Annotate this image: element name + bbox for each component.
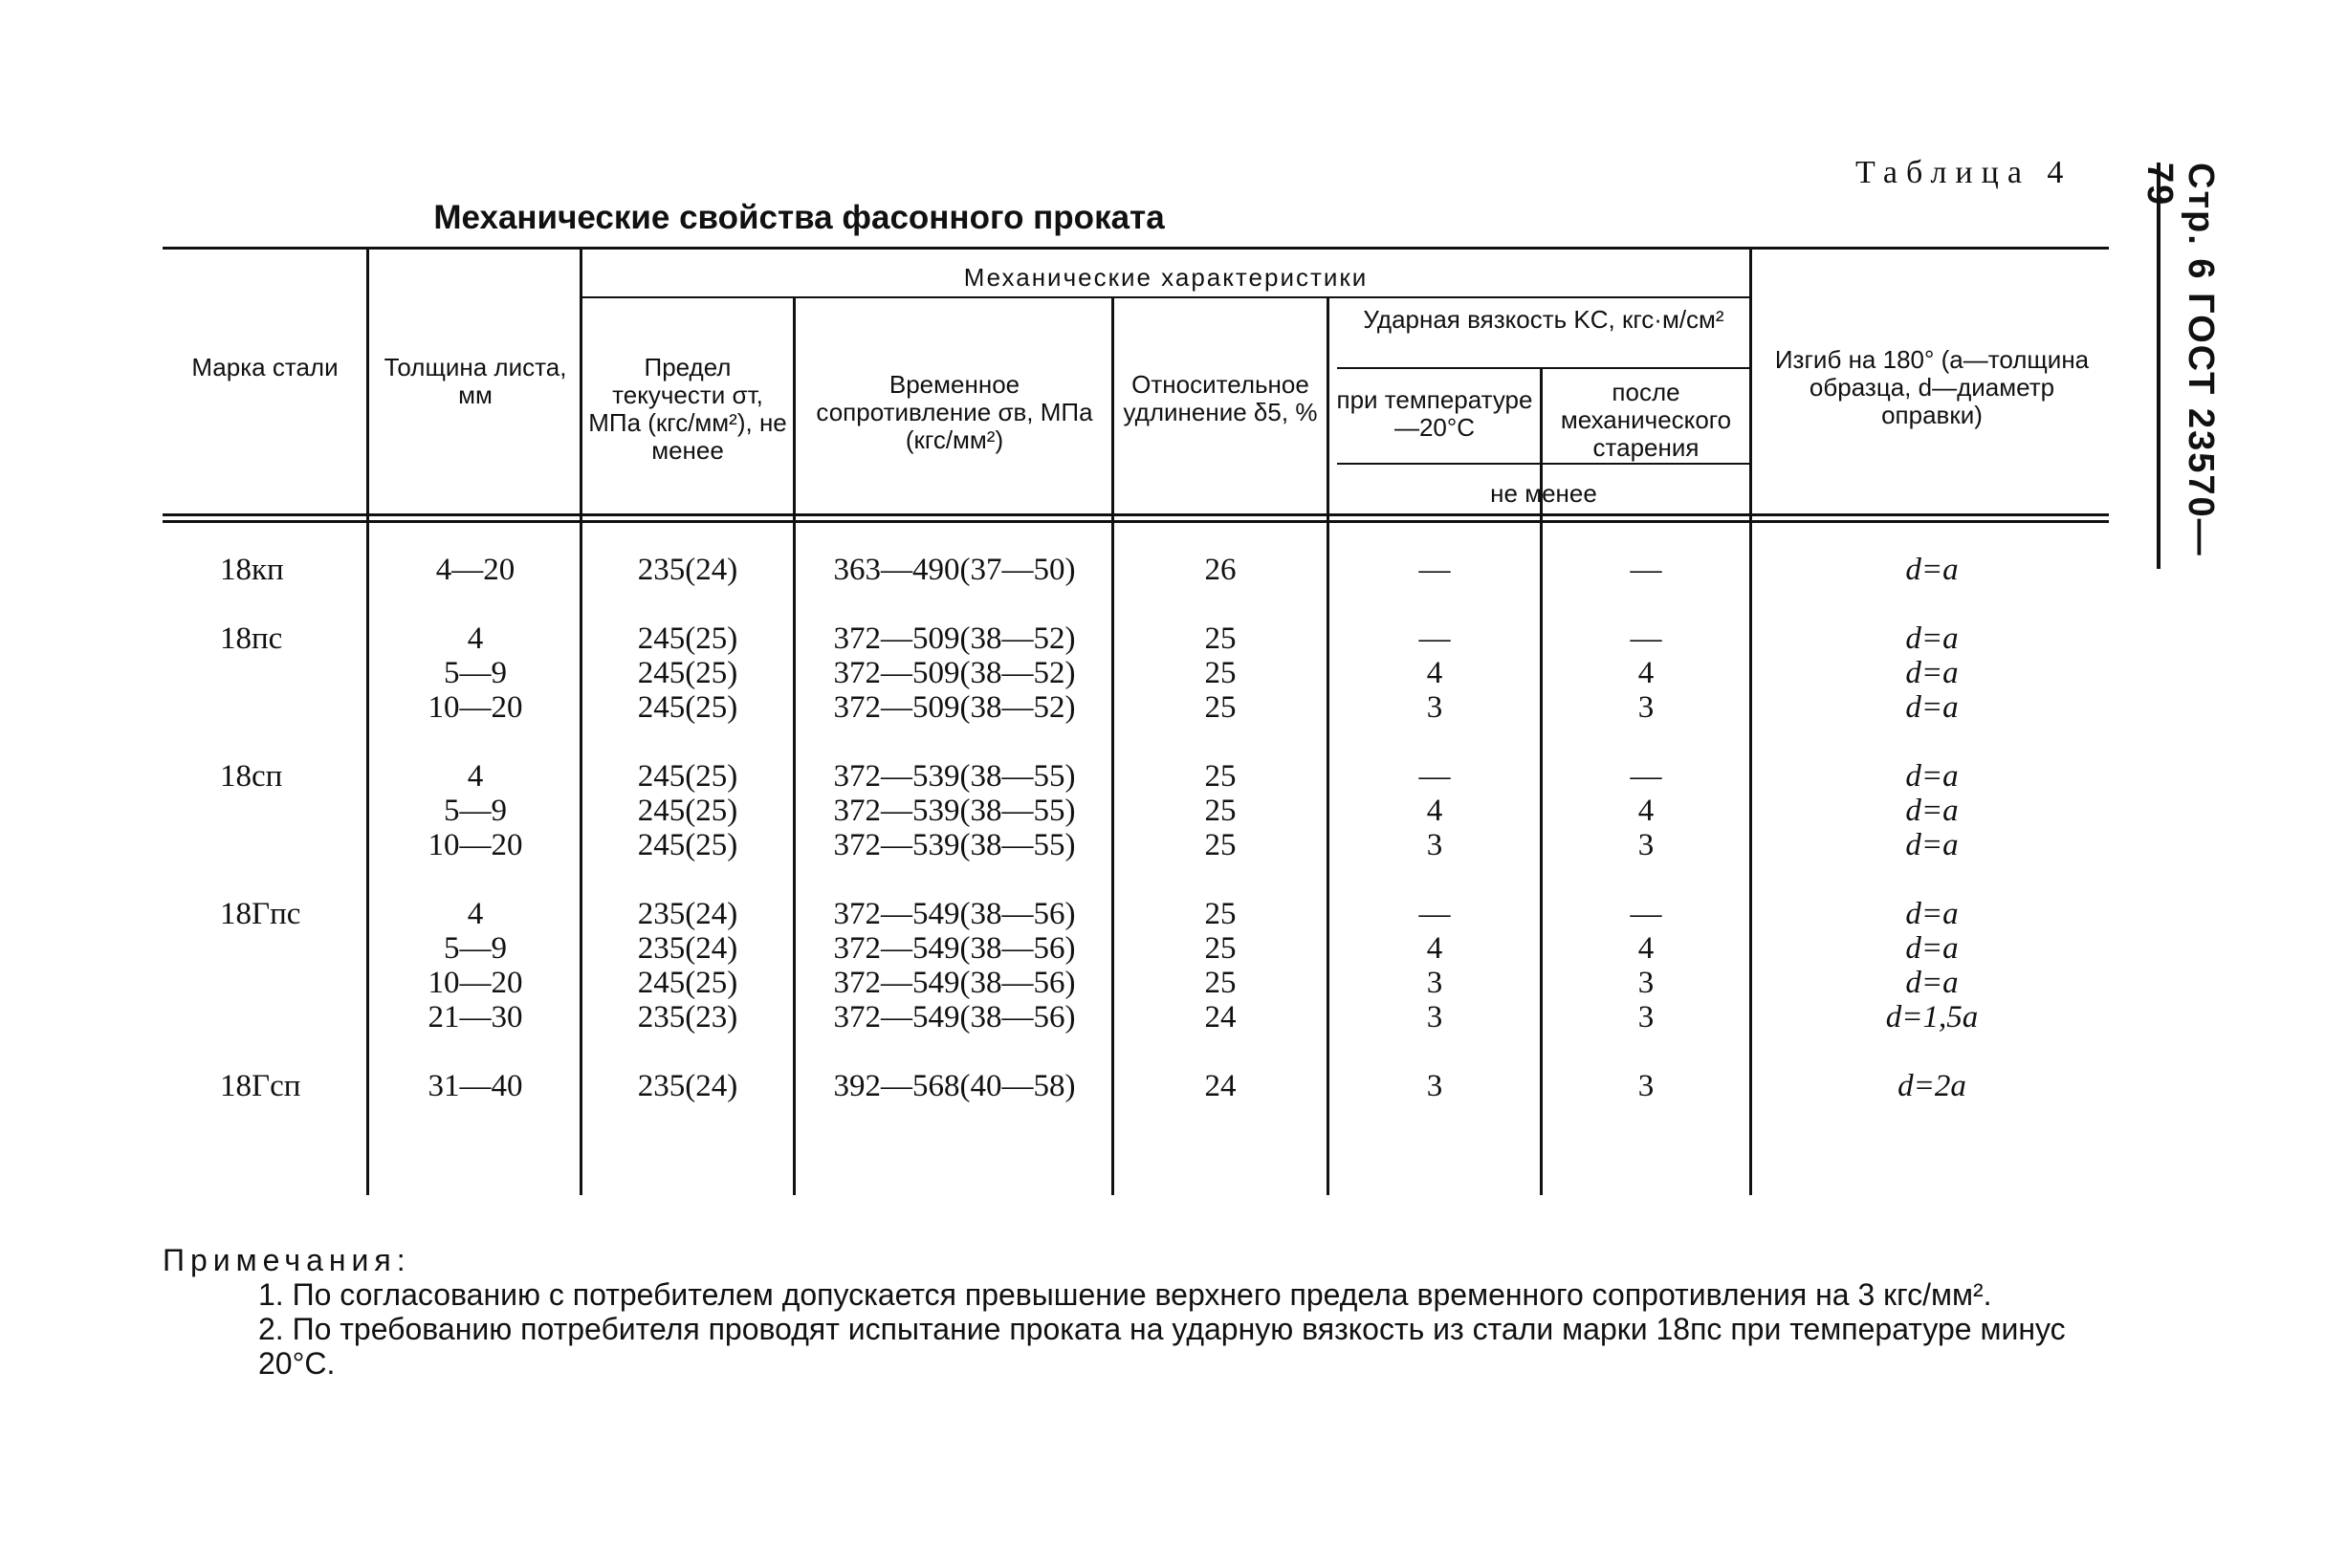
grade-cell: 18пс: [220, 621, 283, 656]
cell-tensile: 372—509(38—52): [833, 690, 1076, 725]
cell-tensile: 372—539(38—55): [833, 759, 1076, 794]
cell-yield: 245(25): [637, 794, 738, 828]
cell-impact-cold: 3: [1426, 690, 1443, 725]
cell-yield: 235(23): [637, 1000, 738, 1034]
cell-thickness: 4: [467, 759, 484, 794]
cell-bend: d=a: [1905, 966, 1959, 1000]
col-divider-4: [1111, 298, 1114, 1195]
side-margin-rule: [2157, 163, 2160, 569]
cell-thickness: 10—20: [428, 828, 523, 862]
cell-thickness: 5—9: [444, 794, 507, 828]
cell-yield: 245(25): [637, 621, 738, 656]
cell-tensile: 372—509(38—52): [833, 621, 1076, 656]
table-title-text: Механические свойства фасонного проката: [433, 199, 1165, 236]
header-grade: Марка стали: [191, 353, 339, 381]
grade-cell: 18Гпс: [220, 897, 301, 931]
mech-group-rule: [581, 296, 1750, 298]
cell-elongation: 25: [1204, 621, 1237, 656]
cell-elongation: 25: [1204, 966, 1237, 1000]
cell-thickness: 4: [467, 621, 484, 656]
header-impact-aged: после механического старения: [1560, 378, 1732, 462]
notes-heading: Примечания:: [163, 1243, 411, 1277]
cell-yield: 245(25): [637, 690, 738, 725]
cell-bend: d=a: [1905, 759, 1959, 794]
cell-impact-aged: 4: [1637, 931, 1655, 966]
cell-impact-aged: —: [1630, 759, 1662, 794]
cell-tensile: 372—509(38—52): [833, 656, 1076, 690]
cell-impact-cold: 4: [1426, 656, 1443, 690]
cell-impact-cold: 3: [1426, 828, 1443, 862]
cell-thickness: 5—9: [444, 931, 507, 966]
header-mech-group: Механические характеристики: [963, 263, 1369, 292]
col-divider-7: [1749, 249, 1752, 1195]
cell-impact-cold: 4: [1426, 931, 1443, 966]
cell-elongation: 25: [1204, 931, 1237, 966]
header-thickness: Толщина листа, мм: [384, 353, 567, 409]
cell-thickness: 4—20: [435, 553, 515, 587]
cell-impact-aged: 3: [1637, 1069, 1655, 1103]
grade-cell: 18кп: [220, 553, 284, 587]
header-not-less: не менее: [1490, 479, 1597, 508]
header-yield: Предел текучести σт, МПа (кгс/мм²), не менее: [588, 353, 787, 465]
cell-yield: 245(25): [637, 828, 738, 862]
cell-elongation: 25: [1204, 828, 1237, 862]
cell-impact-aged: —: [1630, 553, 1662, 587]
cell-bend: d=a: [1905, 794, 1959, 828]
cell-bend: d=a: [1905, 897, 1959, 931]
cell-bend: d=2a: [1897, 1069, 1966, 1103]
col-divider-5: [1327, 298, 1329, 1195]
cell-impact-aged: 3: [1637, 828, 1655, 862]
cell-tensile: 372—539(38—55): [833, 828, 1076, 862]
cell-impact-cold: 4: [1426, 794, 1443, 828]
cell-elongation: 25: [1204, 897, 1237, 931]
cell-bend: d=a: [1905, 828, 1959, 862]
col-divider-2: [580, 249, 582, 1195]
impact-group-rule: [1337, 367, 1750, 369]
table-title: [0, 199, 2325, 237]
cell-bend: d=1,5a: [1885, 1000, 1979, 1034]
cell-thickness: 10—20: [428, 690, 523, 725]
cell-impact-aged: 4: [1637, 656, 1655, 690]
note-2: 2. По требованию потребителя проводят испытание проката на ударную вязкость из стали марки 18пс при температуре минус 20°С.: [258, 1312, 2066, 1381]
cell-impact-cold: 3: [1426, 1069, 1443, 1103]
cell-impact-aged: 3: [1637, 690, 1655, 725]
cell-tensile: 372—549(38—56): [833, 1000, 1076, 1034]
cell-bend: d=a: [1905, 656, 1959, 690]
cell-elongation: 24: [1204, 1000, 1237, 1034]
col-divider-1: [366, 249, 369, 1195]
cell-yield: 245(25): [637, 759, 738, 794]
grade-cell: 18сп: [220, 759, 283, 794]
cell-impact-cold: —: [1418, 759, 1451, 794]
cell-elongation: 25: [1204, 656, 1237, 690]
header-elongation: Относительное удлинение δ5, %: [1123, 370, 1318, 426]
cell-impact-cold: 3: [1426, 966, 1443, 1000]
cell-impact-aged: 4: [1637, 794, 1655, 828]
note-1: 1. По согласованию с потребителем допускается превышение верхнего предела временного сопротивления на 3 кгс/мм².: [258, 1277, 1992, 1312]
cell-tensile: 363—490(37—50): [833, 553, 1076, 587]
cell-tensile: 372—549(38—56): [833, 931, 1076, 966]
cell-elongation: 25: [1204, 690, 1237, 725]
header-bend: Изгиб на 180° (a—толщина образца, d—диаметр оправки): [1774, 345, 2090, 429]
header-bottom-rule-1: [163, 513, 2109, 516]
cell-yield: 235(24): [637, 931, 738, 966]
cell-yield: 235(24): [637, 553, 738, 587]
cell-impact-cold: —: [1418, 897, 1451, 931]
cell-impact-aged: —: [1630, 621, 1662, 656]
cell-bend: d=a: [1905, 690, 1959, 725]
cell-tensile: 372—549(38—56): [833, 966, 1076, 1000]
cell-yield: 245(25): [637, 656, 738, 690]
header-impact-cold: при температуре —20°С: [1336, 385, 1533, 442]
cell-impact-aged: 3: [1637, 1000, 1655, 1034]
cell-thickness: 4: [467, 897, 484, 931]
cell-bend: d=a: [1905, 553, 1959, 587]
cell-thickness: 10—20: [428, 966, 523, 1000]
grade-cell: 18Гсп: [220, 1069, 301, 1103]
cell-yield: 235(24): [637, 897, 738, 931]
cell-tensile: 392—568(40—58): [833, 1069, 1076, 1103]
page-side-label: Стр. 6 ГОСТ 23570—79: [2139, 163, 2221, 557]
cell-yield: 245(25): [637, 966, 738, 1000]
cell-bend: d=a: [1905, 621, 1959, 656]
cell-thickness: 5—9: [444, 656, 507, 690]
cell-impact-aged: 3: [1637, 966, 1655, 1000]
col-divider-3: [793, 298, 796, 1195]
cell-elongation: 25: [1204, 759, 1237, 794]
notes-section: [163, 1243, 2114, 1381]
header-impact-group: Ударная вязкость KC, кгс·м/см²: [1363, 305, 1724, 334]
cell-impact-cold: —: [1418, 553, 1451, 587]
cell-impact-aged: —: [1630, 897, 1662, 931]
cell-bend: d=a: [1905, 931, 1959, 966]
table-label: Таблица 4: [1855, 155, 2073, 190]
header-bottom-rule-2: [163, 520, 2109, 523]
cell-elongation: 25: [1204, 794, 1237, 828]
cell-tensile: 372—549(38—56): [833, 897, 1076, 931]
header-tensile: Временное сопротивление σв, МПа (кгс/мм²): [816, 370, 1093, 454]
cell-thickness: 21—30: [428, 1000, 523, 1034]
cell-tensile: 372—539(38—55): [833, 794, 1076, 828]
not-less-rule: [1337, 463, 1750, 465]
cell-impact-cold: 3: [1426, 1000, 1443, 1034]
cell-impact-cold: —: [1418, 621, 1451, 656]
cell-yield: 235(24): [637, 1069, 738, 1103]
cell-elongation: 26: [1204, 553, 1237, 587]
cell-thickness: 31—40: [428, 1069, 523, 1103]
top-rule: [163, 247, 2109, 250]
cell-elongation: 24: [1204, 1069, 1237, 1103]
